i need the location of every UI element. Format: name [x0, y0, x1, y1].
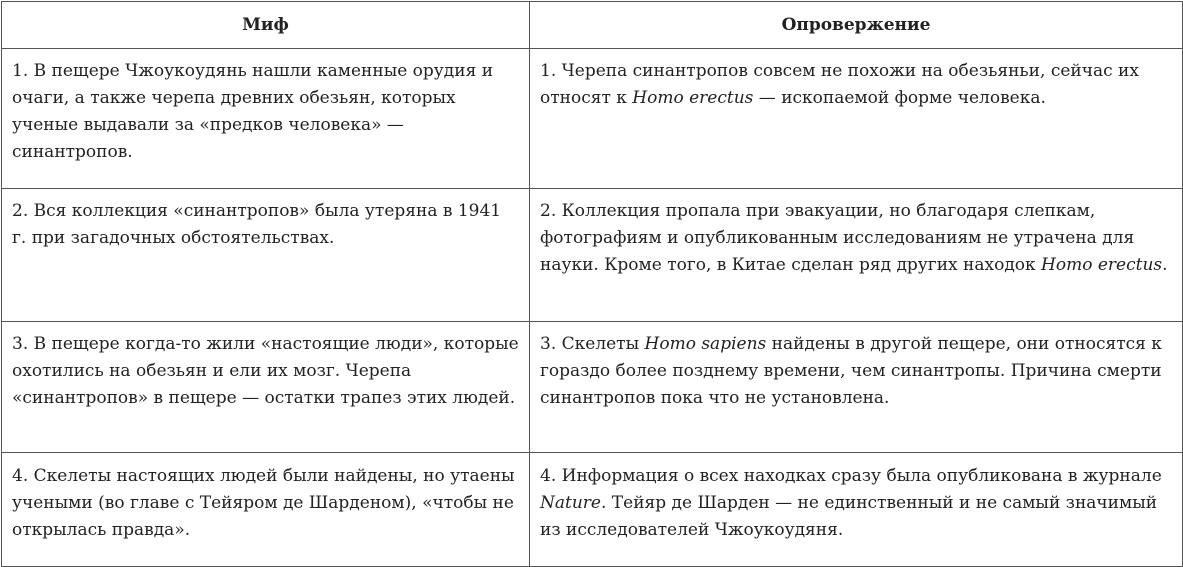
myth-cell: [2, 49, 530, 189]
refutation-cell: [530, 189, 1183, 322]
refutation-text: [540, 463, 1172, 544]
table-row: [2, 453, 1183, 567]
species-name: Homo sapiens: [644, 334, 767, 354]
refutation-text-part: найдены в другой пещере, они относятся к гораздо более позднему времени, чем синантропы. Причина смерти синантропов пока что не установлена.: [540, 334, 1162, 408]
header-myth: Миф: [2, 2, 530, 49]
myth-text: 4. Скелеты настоящих людей были найдены, но утаены учеными (во главе с Тейяром де Шарденом), «чтобы не открылась правда».: [12, 466, 515, 540]
table-row: [2, 189, 1183, 322]
table-row: [2, 322, 1183, 453]
myth-text: 1. В пещере Чжоукоудянь нашли каменные орудия и очаги, а также черепа древних обезьян, которых ученые выдавали за «предков человека» — синантропов.: [12, 61, 494, 162]
species-name: Homo erectus: [632, 88, 754, 108]
refutation-text-part: 4. Информация о всех находках сразу была опубликована в журнале: [540, 466, 1162, 486]
header-refutation: Опровержение: [530, 2, 1183, 49]
myth-cell: [2, 322, 530, 453]
myth-text: 2. Вся коллекция «синантропов» была утеряна в 1941 г. при загадочных обстоятельствах.: [12, 201, 502, 248]
refutation-cell: [530, 453, 1183, 567]
header-row: [2, 2, 1183, 49]
myth-refutation-table: [1, 1, 1183, 567]
myth-text: 3. В пещере когда-то жили «настоящие люди», которые охотились на обезьян и ели их мозг. Черепа «синантропов» в пещере — остатки трапез этих людей.: [12, 334, 519, 408]
journal-name: Nature: [540, 493, 601, 513]
refutation-text-part: 3. Скелеты: [540, 334, 645, 354]
refutation-text-part: .: [1162, 255, 1168, 275]
refutation-text-part: . Тейяр де Шарден — не единственный и не самый значимый из исследователей Чжоукоудяня.: [540, 493, 1158, 540]
refutation-text: [540, 331, 1172, 412]
refutation-text-part: 2. Коллекция пропала при эвакуации, но благодаря слепкам, фотографиям и опубликованным исследованиям не утрачена для науки. Кроме того, в Китае сделан ряд других находок: [540, 201, 1135, 275]
table-row: [2, 49, 1183, 189]
species-name: Homo erectus: [1041, 255, 1163, 275]
refutation-text: [540, 198, 1172, 279]
refutation-cell: [530, 49, 1183, 189]
myth-cell: [2, 189, 530, 322]
myth-cell: [2, 453, 530, 567]
refutation-text: [540, 58, 1172, 112]
refutation-text-part: 1. Черепа синантропов совсем не похожи на обезьяньи, сейчас их относят к: [540, 61, 1139, 108]
refutation-text-part: — ископаемой форме человека.: [753, 88, 1046, 108]
refutation-cell: [530, 322, 1183, 453]
